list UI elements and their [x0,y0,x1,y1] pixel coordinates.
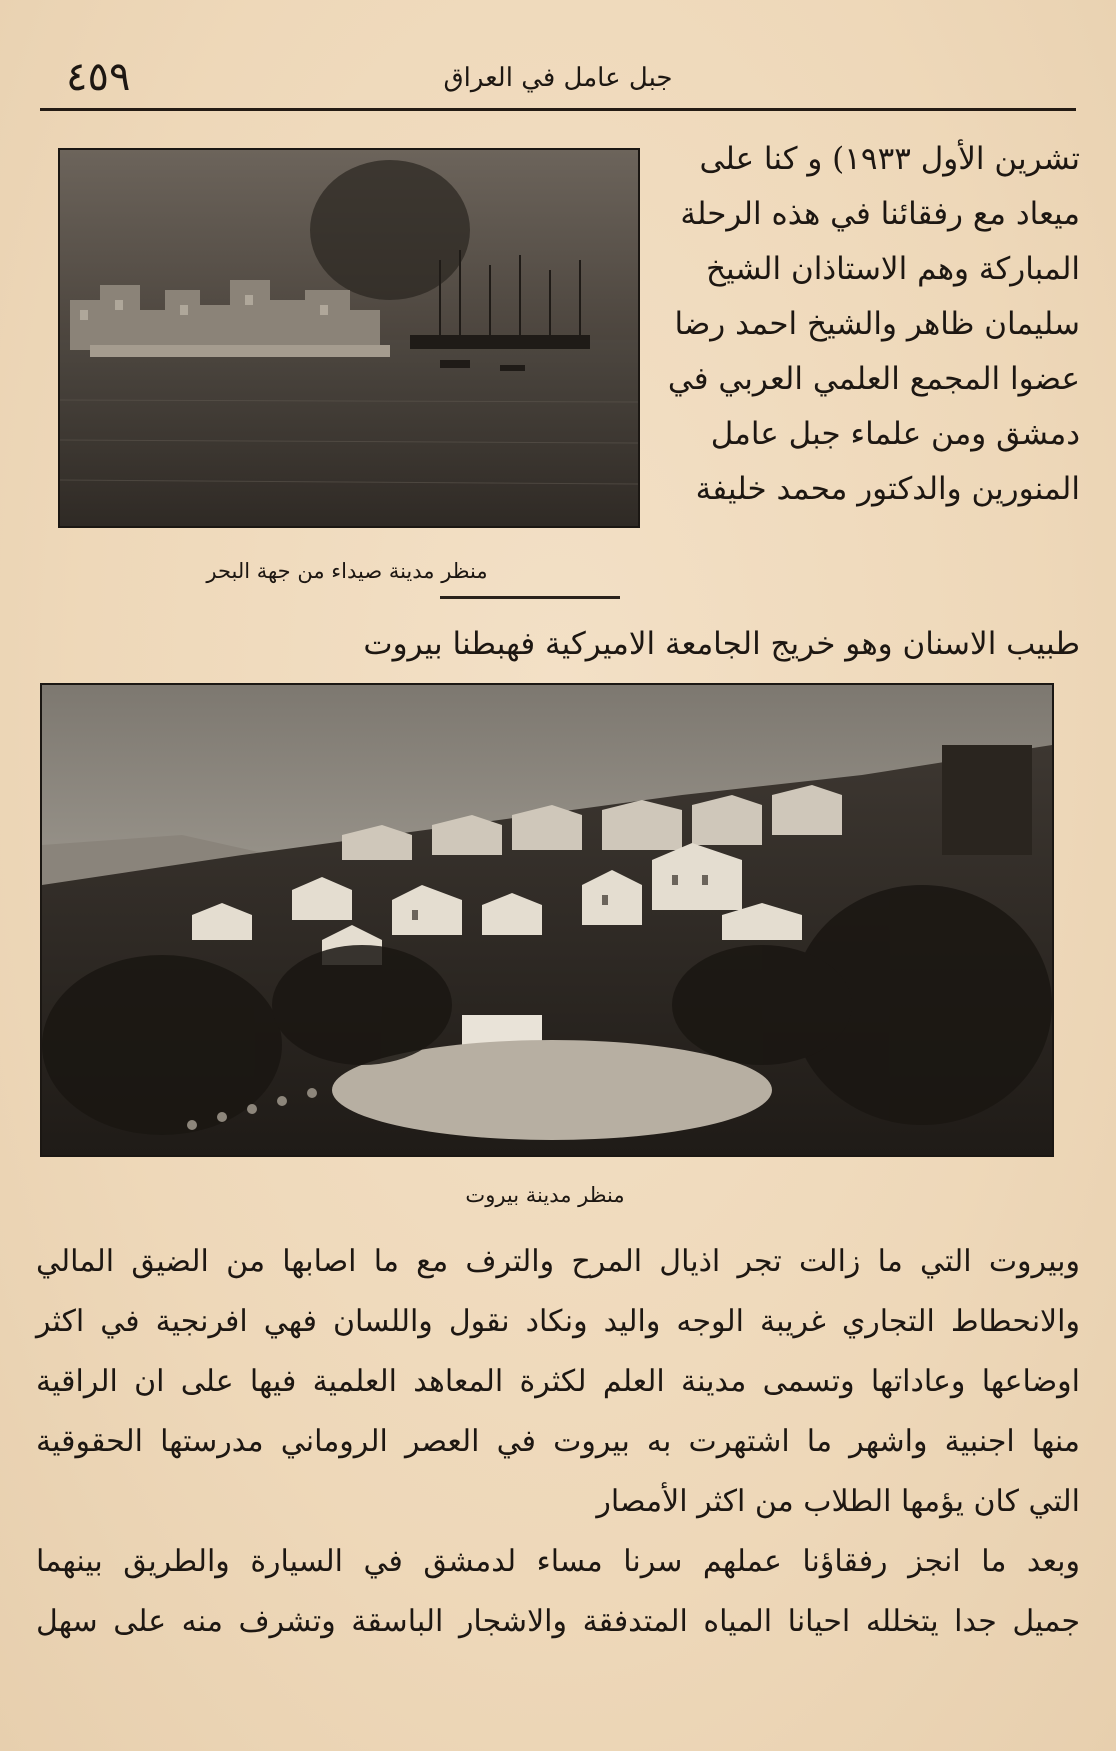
page-header [40,52,1076,102]
running-title: جبل عامل في العراق [443,63,673,93]
sidon-photo-illustration [60,150,638,526]
text-line: منها اجنبية واشهر ما اشتهرت به بيروت في العصر الروماني مدرستها الحقوقية [36,1424,1080,1459]
text-line: والانحطاط التجاري غريبة الوجه واليد ونكاد نقول واللسان فهي افرنجية في اكثر [36,1304,1080,1339]
text-line: سليمان ظاهر والشيخ احمد رضا [674,306,1080,342]
header-rule [40,108,1076,111]
text-line: وبعد ما انجز رفقاؤنا عملهم سرنا مساء لدمشق في السيارة والطريق بينهما [36,1544,1080,1579]
text-line: اوضاعها وعاداتها وتسمى مدينة العلم لكثرة المعاهد العلمية فيها على ان الراقية [36,1364,1080,1399]
decorative-rule [440,596,620,599]
page-number: ٤٥٩ [66,54,131,100]
text-line: ميعاد مع رفقائنا في هذه الرحلة [680,196,1080,232]
column-text [640,132,1080,517]
text-line: وبيروت التي ما زالت تجر اذيال المرح والترف مع ما اصابها من الضيق المالي [36,1244,1080,1279]
text-line: التي كان يؤمها الطلاب من اكثر الأمصار [596,1484,1080,1519]
sidon-photo-caption: منظر مدينة صيداء من جهة البحر [206,559,488,583]
text-line: دمشق ومن علماء جبل عامل [710,416,1080,452]
text-line: عضوا المجمع العلمي العربي في [667,361,1080,397]
beirut-photo-illustration [42,685,1052,1155]
body-text [36,1232,1080,1652]
full-width-line [36,617,1080,672]
text-line: تشرين الأول ١٩٣٣) و كنا على [699,141,1080,177]
sidon-sea-photo [58,148,640,528]
beirut-photo-caption: منظر مدينة بيروت [465,1183,625,1207]
beirut-city-photo [40,683,1054,1157]
text-line: المنورين والدكتور محمد خليفة [695,471,1080,507]
text-line: طبيب الاسنان وهو خريج الجامعة الاميركية فهبطنا بيروت [363,626,1080,662]
text-line: جميل جدا يتخلله احيانا المياه المتدفقة والاشجار الباسقة وتشرف منه على سهل [36,1604,1080,1639]
text-line: المباركة وهم الاستاذان الشيخ [706,251,1080,287]
